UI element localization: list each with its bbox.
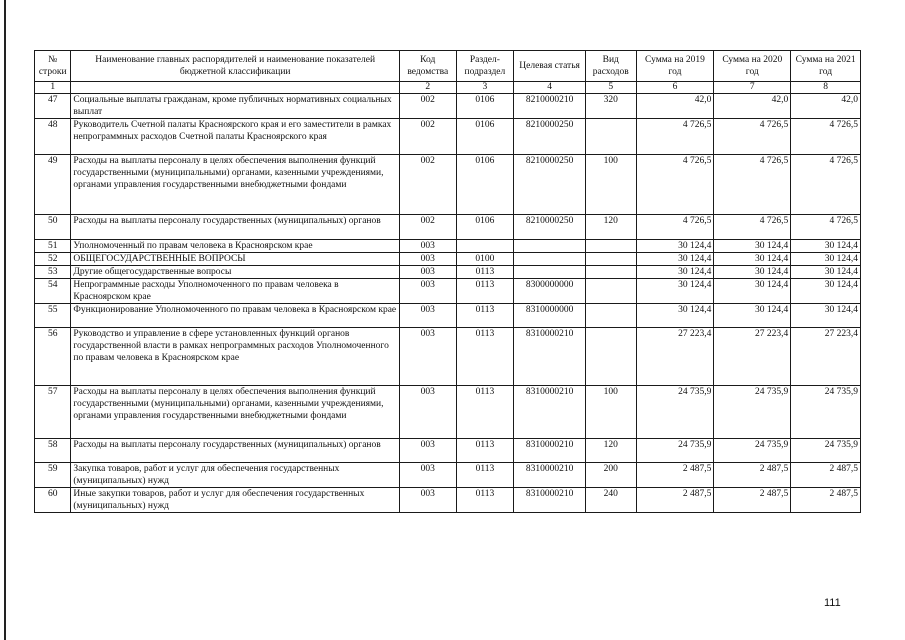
- sum-2020-cell: 2 487,5: [714, 463, 791, 488]
- sum-2019-cell: 4 726,5: [636, 215, 714, 240]
- sum-2020-cell: 4 726,5: [714, 119, 791, 155]
- sum-2021-cell: 24 735,9: [791, 439, 861, 463]
- row-name-cell: Руководство и управление в сфере установленных функций органов государственной власти в рамках непрограммных расходов Уполномоченного по правам человека в Красноярском крае: [71, 328, 400, 386]
- column-number-5: 5: [585, 82, 636, 94]
- column-number-4: 4: [514, 82, 586, 94]
- expense-type-cell: [585, 304, 636, 328]
- column-number-3: 3: [456, 82, 514, 94]
- sum-2021-cell: 4 726,5: [791, 119, 861, 155]
- row-number-cell: 59: [35, 463, 71, 488]
- sum-2019-cell: 4 726,5: [636, 155, 714, 215]
- table-row: [35, 304, 861, 328]
- expense-type-cell: [585, 240, 636, 253]
- sum-2019-cell: 2 487,5: [636, 463, 714, 488]
- sum-2020-cell: 24 735,9: [714, 386, 791, 439]
- section-cell: 0106: [456, 215, 514, 240]
- row-number-cell: 52: [35, 253, 71, 266]
- sum-2021-cell: 30 124,4: [791, 279, 861, 304]
- row-number-cell: 54: [35, 279, 71, 304]
- row-name-cell: Функционирование Уполномоченного по правам человека в Красноярском крае: [71, 304, 400, 328]
- table-row: [35, 266, 861, 279]
- budget-table: [34, 50, 861, 513]
- section-cell: 0113: [456, 439, 514, 463]
- department-code-cell: 003: [399, 279, 456, 304]
- sum-2020-cell: 30 124,4: [714, 253, 791, 266]
- expense-type-cell: 240: [585, 488, 636, 513]
- sum-2021-cell: 4 726,5: [791, 155, 861, 215]
- row-name-cell: Иные закупки товаров, работ и услуг для обеспечения государственных (муниципальных) нужд: [71, 488, 400, 513]
- table-row: [35, 279, 861, 304]
- header-target-article: Целевая статья: [514, 51, 586, 82]
- department-code-cell: 003: [399, 439, 456, 463]
- row-number-cell: 60: [35, 488, 71, 513]
- target-article-cell: [514, 253, 586, 266]
- row-name-cell: Расходы на выплаты персоналу государственных (муниципальных) органов: [71, 439, 400, 463]
- header-expense-type: Вид расходов: [585, 51, 636, 82]
- row-number-cell: 49: [35, 155, 71, 215]
- table-row: [35, 94, 861, 119]
- department-code-cell: 003: [399, 266, 456, 279]
- column-number-6: 6: [636, 82, 714, 94]
- sum-2021-cell: 2 487,5: [791, 463, 861, 488]
- table-body: [35, 94, 861, 513]
- sum-2020-cell: 2 487,5: [714, 488, 791, 513]
- sum-2021-cell: 30 124,4: [791, 304, 861, 328]
- sum-2019-cell: 30 124,4: [636, 266, 714, 279]
- table-row: [35, 439, 861, 463]
- sum-2019-cell: 30 124,4: [636, 304, 714, 328]
- department-code-cell: 003: [399, 386, 456, 439]
- table-row: [35, 463, 861, 488]
- department-code-cell: 002: [399, 119, 456, 155]
- target-article-cell: [514, 266, 586, 279]
- sum-2021-cell: 4 726,5: [791, 215, 861, 240]
- sum-2020-cell: 27 223,4: [714, 328, 791, 386]
- sum-2019-cell: 4 726,5: [636, 119, 714, 155]
- sum-2019-cell: 30 124,4: [636, 279, 714, 304]
- column-number-row: [35, 82, 861, 94]
- sum-2020-cell: 30 124,4: [714, 266, 791, 279]
- sum-2019-cell: 42,0: [636, 94, 714, 119]
- left-margin-rule: [4, 0, 6, 640]
- section-cell: 0113: [456, 304, 514, 328]
- expense-type-cell: [585, 279, 636, 304]
- table-row: [35, 240, 861, 253]
- column-number-2: 2: [399, 82, 456, 94]
- row-name-cell: Непрограммные расходы Уполномоченного по правам человека в Красноярском крае: [71, 279, 400, 304]
- row-number-cell: 55: [35, 304, 71, 328]
- sum-2020-cell: 30 124,4: [714, 279, 791, 304]
- sum-2019-cell: 27 223,4: [636, 328, 714, 386]
- header-row-number: № строки: [35, 51, 71, 82]
- expense-type-cell: [585, 253, 636, 266]
- row-number-cell: 58: [35, 439, 71, 463]
- column-number-1: 1: [35, 82, 71, 94]
- row-name-cell: Расходы на выплаты персоналу государственных (муниципальных) органов: [71, 215, 400, 240]
- row-number-cell: 53: [35, 266, 71, 279]
- table-row: [35, 328, 861, 386]
- row-number-cell: 50: [35, 215, 71, 240]
- sum-2019-cell: 24 735,9: [636, 386, 714, 439]
- row-number-cell: 56: [35, 328, 71, 386]
- row-number-cell: 57: [35, 386, 71, 439]
- header-name: Наименование главных распорядителей и наименование показателей бюджетной классификации: [71, 51, 400, 82]
- target-article-cell: 8210000250: [514, 155, 586, 215]
- row-name-cell: Закупка товаров, работ и услуг для обеспечения государственных (муниципальных) нужд: [71, 463, 400, 488]
- section-cell: 0113: [456, 266, 514, 279]
- expense-type-cell: [585, 266, 636, 279]
- page-number: 111: [824, 597, 841, 609]
- section-cell: 0113: [456, 328, 514, 386]
- table-row: [35, 155, 861, 215]
- table-row: [35, 215, 861, 240]
- target-article-cell: 8210000210: [514, 94, 586, 119]
- row-number-cell: 47: [35, 94, 71, 119]
- expense-type-cell: 100: [585, 386, 636, 439]
- row-name-cell: Расходы на выплаты персоналу в целях обеспечения выполнения функций государственными (муниципальными) органами, казенными учреждениями, органами управления государственными внебюджетными фондами: [71, 386, 400, 439]
- row-number-cell: 51: [35, 240, 71, 253]
- row-name-cell: Расходы на выплаты персоналу в целях обеспечения выполнения функций государственными (муниципальными) органами, казенными учреждениями, органами управления государственными внебюджетными фондами: [71, 155, 400, 215]
- sum-2019-cell: 30 124,4: [636, 240, 714, 253]
- sum-2019-cell: 30 124,4: [636, 253, 714, 266]
- department-code-cell: 003: [399, 488, 456, 513]
- section-cell: [456, 240, 514, 253]
- target-article-cell: [514, 240, 586, 253]
- sum-2021-cell: 30 124,4: [791, 253, 861, 266]
- expense-type-cell: [585, 328, 636, 386]
- row-name-cell: Социальные выплаты гражданам, кроме публичных нормативных социальных выплат: [71, 94, 400, 119]
- table-row: [35, 488, 861, 513]
- section-cell: 0100: [456, 253, 514, 266]
- sum-2020-cell: 30 124,4: [714, 240, 791, 253]
- header-department-code: Код ведомства: [399, 51, 456, 82]
- department-code-cell: 003: [399, 328, 456, 386]
- target-article-cell: 8310000210: [514, 488, 586, 513]
- sum-2020-cell: 30 124,4: [714, 304, 791, 328]
- department-code-cell: 003: [399, 304, 456, 328]
- expense-type-cell: 120: [585, 215, 636, 240]
- sum-2021-cell: 42,0: [791, 94, 861, 119]
- department-code-cell: 003: [399, 240, 456, 253]
- header-section: Раздел-подраздел: [456, 51, 514, 82]
- section-cell: 0106: [456, 155, 514, 215]
- sum-2020-cell: 24 735,9: [714, 439, 791, 463]
- sum-2021-cell: 24 735,9: [791, 386, 861, 439]
- department-code-cell: 002: [399, 155, 456, 215]
- row-name-cell: Уполномоченный по правам человека в Красноярском крае: [71, 240, 400, 253]
- section-cell: 0113: [456, 488, 514, 513]
- target-article-cell: 8310000210: [514, 386, 586, 439]
- target-article-cell: 8310000210: [514, 439, 586, 463]
- column-number-8: 8: [791, 82, 861, 94]
- department-code-cell: 002: [399, 94, 456, 119]
- table-header-row: [35, 51, 861, 82]
- expense-type-cell: 200: [585, 463, 636, 488]
- sum-2020-cell: 42,0: [714, 94, 791, 119]
- section-cell: 0106: [456, 94, 514, 119]
- target-article-cell: 8310000210: [514, 463, 586, 488]
- department-code-cell: 003: [399, 463, 456, 488]
- row-name-cell: Другие общегосударственные вопросы: [71, 266, 400, 279]
- sum-2019-cell: 24 735,9: [636, 439, 714, 463]
- target-article-cell: 8310000000: [514, 304, 586, 328]
- sum-2021-cell: 30 124,4: [791, 240, 861, 253]
- sum-2021-cell: 27 223,4: [791, 328, 861, 386]
- row-name-cell: Руководитель Счетной палаты Красноярского края и его заместители в рамках непрограммных расходов Счетной палаты Красноярского края: [71, 119, 400, 155]
- table-row: [35, 119, 861, 155]
- section-cell: 0113: [456, 463, 514, 488]
- row-number-cell: 48: [35, 119, 71, 155]
- column-number-1b: [71, 82, 400, 94]
- row-name-cell: ОБЩЕГОСУДАРСТВЕННЫЕ ВОПРОСЫ: [71, 253, 400, 266]
- section-cell: 0106: [456, 119, 514, 155]
- expense-type-cell: 120: [585, 439, 636, 463]
- target-article-cell: 8310000210: [514, 328, 586, 386]
- target-article-cell: 8210000250: [514, 215, 586, 240]
- section-cell: 0113: [456, 279, 514, 304]
- header-sum-2019: Сумма на 2019 год: [636, 51, 714, 82]
- target-article-cell: 8300000000: [514, 279, 586, 304]
- expense-type-cell: [585, 119, 636, 155]
- header-sum-2021: Сумма на 2021 год: [791, 51, 861, 82]
- column-number-7: 7: [714, 82, 791, 94]
- table-row: [35, 253, 861, 266]
- target-article-cell: 8210000250: [514, 119, 586, 155]
- sum-2019-cell: 2 487,5: [636, 488, 714, 513]
- section-cell: 0113: [456, 386, 514, 439]
- sum-2021-cell: 2 487,5: [791, 488, 861, 513]
- sum-2020-cell: 4 726,5: [714, 155, 791, 215]
- header-sum-2020: Сумма на 2020 год: [714, 51, 791, 82]
- sum-2021-cell: 30 124,4: [791, 266, 861, 279]
- department-code-cell: 003: [399, 253, 456, 266]
- expense-type-cell: 320: [585, 94, 636, 119]
- expense-type-cell: 100: [585, 155, 636, 215]
- department-code-cell: 002: [399, 215, 456, 240]
- table-row: [35, 386, 861, 439]
- sum-2020-cell: 4 726,5: [714, 215, 791, 240]
